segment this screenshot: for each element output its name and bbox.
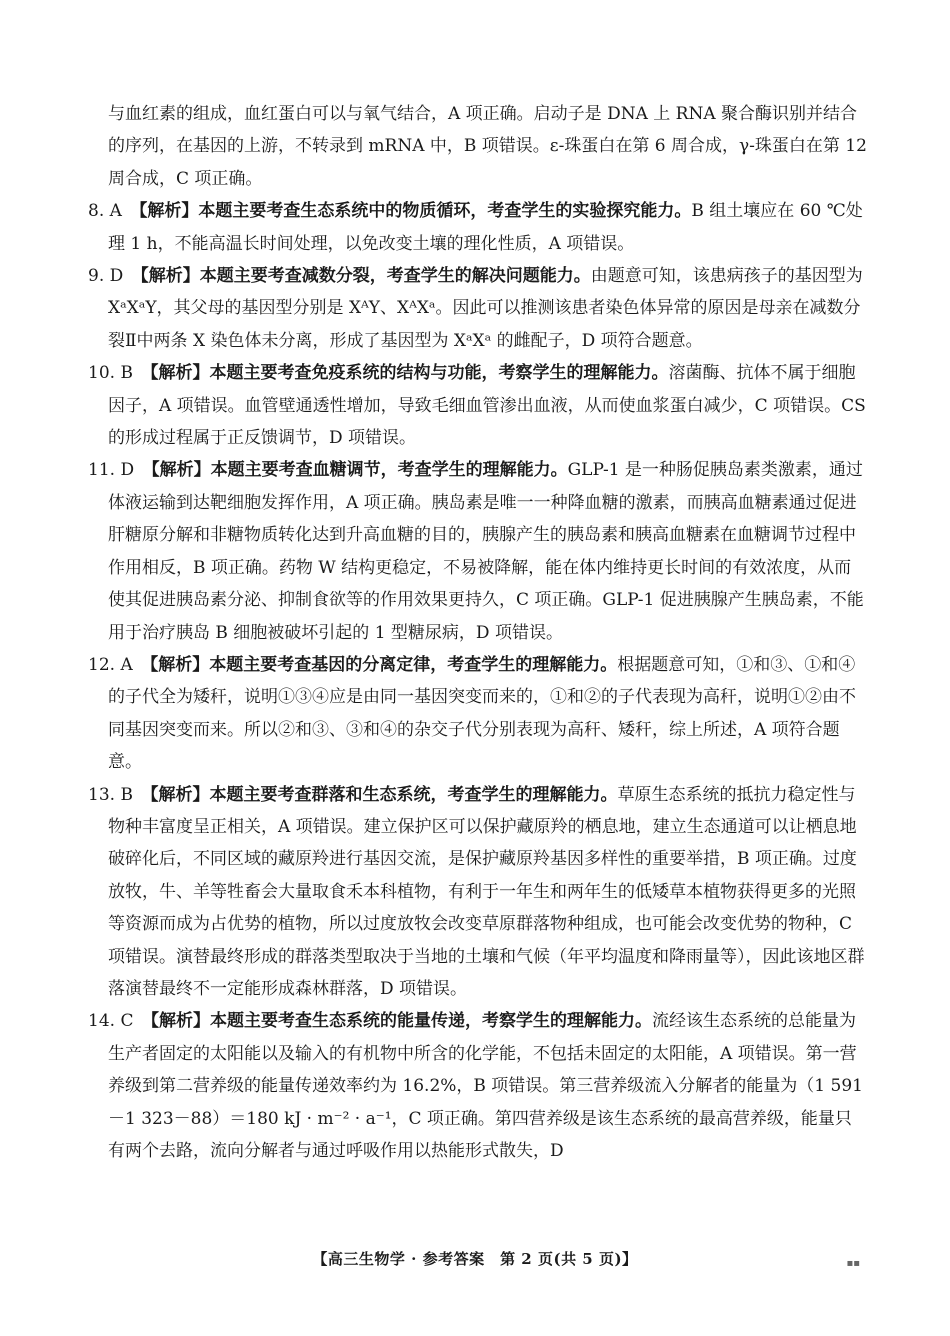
- answer-list: [88, 195, 868, 1167]
- item-analysis-body: 根据题意可知，①和③、①和④的子代全为矮秆，说明①③④应是由同一基因突变而来的，①和②的子代表现为高秆，说明①②由不同基因突变而来。所以②和③、③和④的杂交子代分别表现为高秆、矮秆，综上所述，A 项符合题意。: [108, 654, 856, 773]
- answer-item: [88, 649, 868, 779]
- item-number: 8.: [88, 201, 110, 222]
- item-answer: B: [120, 784, 150, 805]
- answer-item: [88, 260, 868, 357]
- item-analysis-body: 草原生态系统的抵抗力稳定性与物种丰富度呈正相关，A 项错误。建立保护区可以保护藏原羚的栖息地，建立生态通道可以让栖息地破碎化后，不同区域的藏原羚进行基因交流，是保护藏原羚基因多样性的重要举措，B 项正确。过度放牧，牛、羊等牲畜会大量取食禾本科植物，有利于一年生和两年生的低矮草本植物获得更多的光照等资源而成为占优势的植物，所以过度放牧会改变草原群落物种组成，也可能会改变优势的物种，C 项错误。演替最终形成的群落类型取决于当地的土壤和气候（年平均温度和降雨量等），因此该地区群落演替最终不一定能形成森林群落，D 项错误。: [108, 784, 865, 999]
- answer-content: [88, 98, 868, 1167]
- item-answer: B: [120, 363, 150, 384]
- item-number: 10.: [88, 363, 121, 384]
- continuation-paragraph: 与血红素的组成，血红蛋白可以与氧气结合，A 项正确。启动子是 DNA 上 RNA 聚合酶识别并结合的序列，在基因的上游，不转录到 mRNA 中，B 项错误。ε-珠蛋白在第 6 周合成，γ-珠蛋白在第 12 周合成，C 项正确。: [108, 104, 867, 189]
- item-analysis-body: 流经该生态系统的总能量为生产者固定的太阳能以及输入的有机物中所含的化学能，不包括未固定的太阳能，A 项错误。第一营养级到第二营养级的能量传递效率约为 16.2%，B 项错误。第三营养级流入分解者的能量为（1 591－1 323－88）＝180 kJ · m⁻² · a⁻¹，C 项正确。第四营养级是该生态系统的最高营养级，能量只有两个去路，流向分解者与通过呼吸作用以热能形式散失，D: [108, 1011, 863, 1161]
- item-analysis-body: 由题意可知，该患病孩子的基因型为 XᵃXᵃY，其父母的基因型分别是 XᴬY、XᴬXᵃ。因此可以推测该患者染色体异常的原因是母亲在减数分裂Ⅱ中两条 X 染色体未分离，形成了基因型为 XᵃXᵃ 的雌配子，D 项符合题意。: [108, 266, 863, 351]
- item-answer: C: [120, 1011, 151, 1032]
- item-answer: A: [120, 654, 150, 675]
- item-analysis-header: 【解析】本题主要考查减数分裂，考查学生的解决问题能力。: [140, 266, 591, 287]
- answer-item: [88, 195, 868, 260]
- item-analysis-header: 【解析】本题主要考查基因的分离定律，考查学生的理解能力。: [149, 654, 618, 675]
- answer-item: [88, 454, 868, 648]
- item-number: 12.: [88, 654, 121, 675]
- item-number: 13.: [88, 784, 121, 805]
- item-analysis-body: B 组土壤应在 60 ℃处理 1 h，不能高温长时间处理，以免改变土壤的理化性质，A 项错误。: [108, 201, 863, 254]
- item-analysis-header: 【解析】本题主要考查生态系统中的物质循环，考查学生的实验探究能力。: [138, 201, 692, 222]
- item-analysis-header: 【解析】本题主要考查生态系统的能量传递，考察学生的理解能力。: [150, 1011, 652, 1032]
- item-number: 11.: [88, 460, 121, 481]
- answer-item: [88, 357, 868, 454]
- answer-item: [88, 779, 868, 1006]
- item-analysis-body: GLP-1 是一种肠促胰岛素类激素，通过体液运输到达靶细胞发挥作用，A 项正确。胰岛素是唯一一种降血糖的激素，而胰高血糖素通过促进肝糖原分解和非糖物质转化达到升高血糖的目的，胰腺产生的胰岛素和胰高血糖素在血糖调节过程中作用相反，B 项正确。药物 W 结构更稳定，不易被降解，能在体内维持更长时间的有效浓度，从而使其促进胰岛素分泌、抑制食欲等的作用效果更持久，C 项正确。GLP-1 促进胰腺产生胰岛素，不能用于治疗胰岛 B 细胞被破坏引起的 1 型糖尿病，D 项错误。: [108, 460, 864, 643]
- item-analysis-header: 【解析】本题主要考查免疫系统的结构与功能，考察学生的理解能力。: [149, 363, 669, 384]
- item-analysis-header: 【解析】本题主要考查血糖调节，考查学生的理解能力。: [151, 460, 568, 481]
- item-analysis-body: 溶菌酶、抗体不属于细胞因子，A 项错误。血管壁通透性增加，导致毛细血管渗出血液，从而使血浆蛋白减少，C 项错误。CS 的形成过程属于正反馈调节，D 项错误。: [108, 363, 866, 449]
- item-number: 14.: [88, 1011, 121, 1032]
- item-answer: D: [109, 266, 141, 287]
- answer-item: [88, 1005, 868, 1167]
- item-number: 9.: [88, 266, 110, 287]
- item-answer: D: [120, 460, 152, 481]
- item-analysis-header: 【解析】本题主要考查群落和生态系统，考查学生的理解能力。: [149, 784, 618, 805]
- item-answer: A: [109, 201, 139, 222]
- corner-mark: ▪▪: [846, 1258, 860, 1269]
- page-footer: 【高三生物学 · 参考答案 第 2 页(共 5 页)】: [312, 1250, 638, 1268]
